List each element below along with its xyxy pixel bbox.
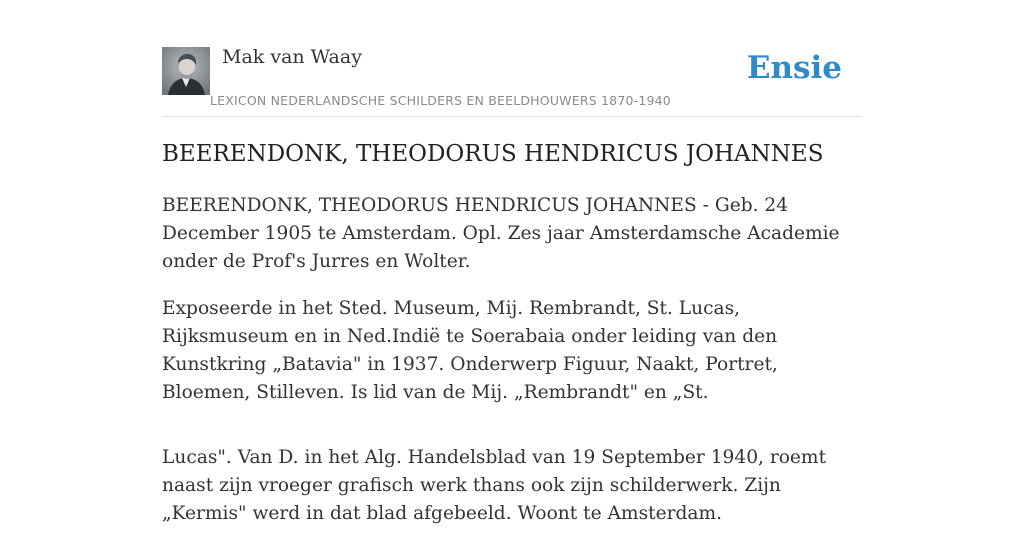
article-body [162,192,862,547]
article-paragraph: Lucas". Van D. in het Alg. Handelsblad van 19 September 1940, roemt naast zijn vroeger grafisch werk thans ook zijn schilderwerk. Zijn „Kermis" werd in dat blad afgebeeld. Woont te Amsterdam. [162,447,827,524]
author-avatar[interactable] [162,47,210,95]
source-title[interactable]: LEXICON NEDERLANDSCHE SCHILDERS EN BEELDHOUWERS 1870-1940 [210,93,671,108]
article-paragraph: BEERENDONK, THEODORUS HENDRICUS JOHANNES - Geb. 24 December 1905 te Amsterdam. Opl. Zes jaar Amsterdamsche Academie onder de Prof's Jurres en Wolter. [162,195,840,272]
author-name[interactable]: Mak van Waay [222,46,362,68]
article-paragraph: Exposeerde in het Sted. Museum, Mij. Rembrandt, St. Lucas, Rijksmuseum en in Ned.Indië te Soerabaia onder leiding van den Kunstkring „Batavia" in 1937. Onderwerp Figuur, Naakt, Portret, Bloemen, Stilleven. Is lid van de Mij. „Rembrandt" en „St. [162,298,778,403]
portrait-icon [162,47,210,95]
article-title: BEERENDONK, THEODORUS HENDRICUS JOHANNES [162,141,824,167]
page-header [162,46,862,117]
brand-logo[interactable]: Ensie [746,50,842,86]
